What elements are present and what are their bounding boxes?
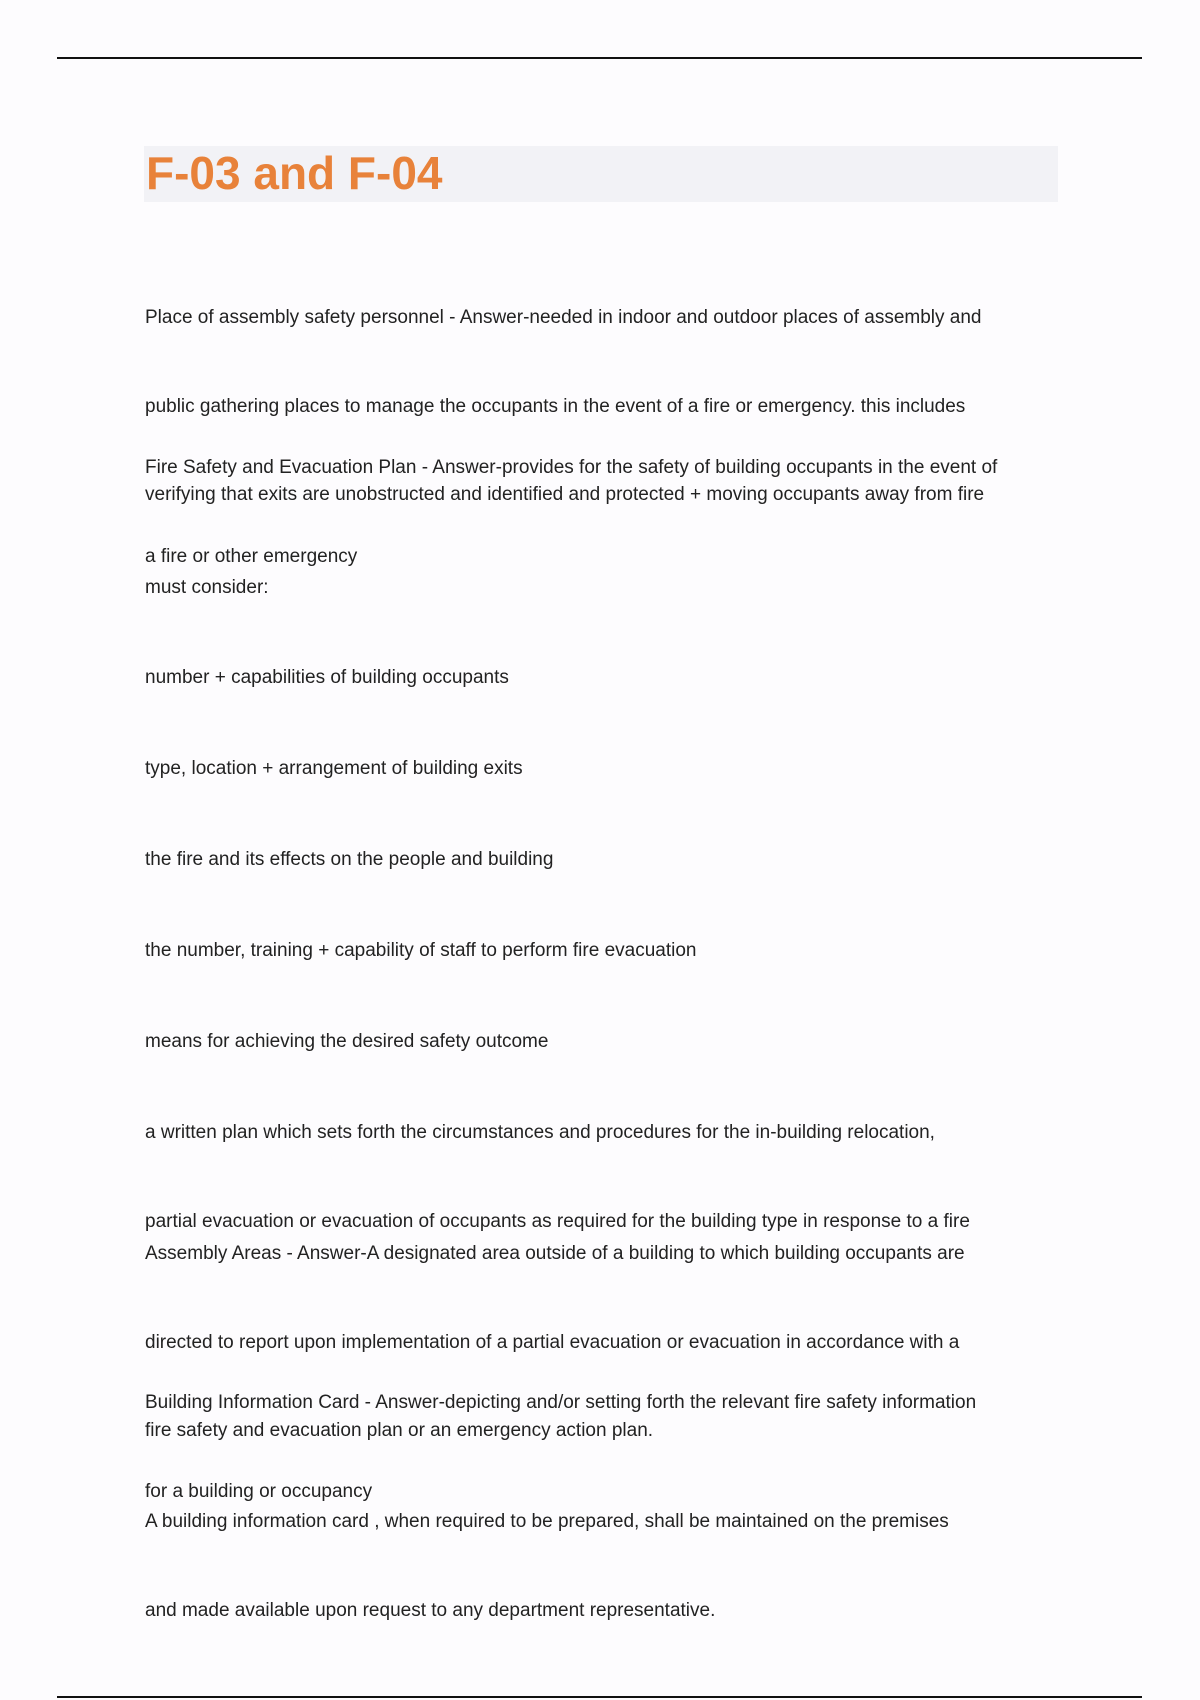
text-line: a fire or other emergency [145,545,358,567]
text-line: Assembly Areas - Answer-A designated area outside of a building to which building occupants are [145,1243,965,1264]
text-line: public gathering places to manage the occupants in the event of a fire or emergency. this includes [145,395,966,417]
text-line: the number, training + capability of staff to perform fire evacuation [145,940,697,961]
text-line: Fire Safety and Evacuation Plan - Answer-provides for the safety of building occupants in the event of [145,457,998,478]
text-line: the fire and its effects on the people and building [145,849,554,870]
text-line: must consider: [145,577,269,598]
text-line: number + capabilities of building occupants [145,667,509,688]
text-line: verifying that exits are unobstructed and identified and protected + moving occupants away from fire [145,484,985,505]
page-title: F-03 and F-04 [146,147,443,199]
text-line: type, location + arrangement of building exits [145,758,523,779]
text-line: Building Information Card - Answer-depicting and/or setting forth the relevant fire safety information [145,1392,977,1413]
text-line: partial evacuation or evacuation of occupants as required for the building type in response to a fire [145,1210,970,1232]
text-line: and made available upon request to any department representative. [145,1599,716,1621]
bottom-rule [57,1696,1142,1698]
text-line: directed to report upon implementation of a partial evacuation or evacuation in accordance with a [145,1331,960,1353]
text-line: means for achieving the desired safety outcome [145,1031,549,1052]
top-rule [57,57,1142,59]
text-line: fire safety and evacuation plan or an emergency action plan. [145,1420,654,1441]
paragraph-card-maintained [145,1448,1065,1684]
text-line: Place of assembly safety personnel - Answer-needed in indoor and outdoor places of assembly and [145,307,982,328]
text-line: for a building or occupancy [145,1480,373,1502]
text-line: A building information card , when required to be prepared, shall be maintained on the premises [145,1511,949,1532]
text-line: a written plan which sets forth the circumstances and procedures for the in-building relocation, [145,1122,935,1143]
